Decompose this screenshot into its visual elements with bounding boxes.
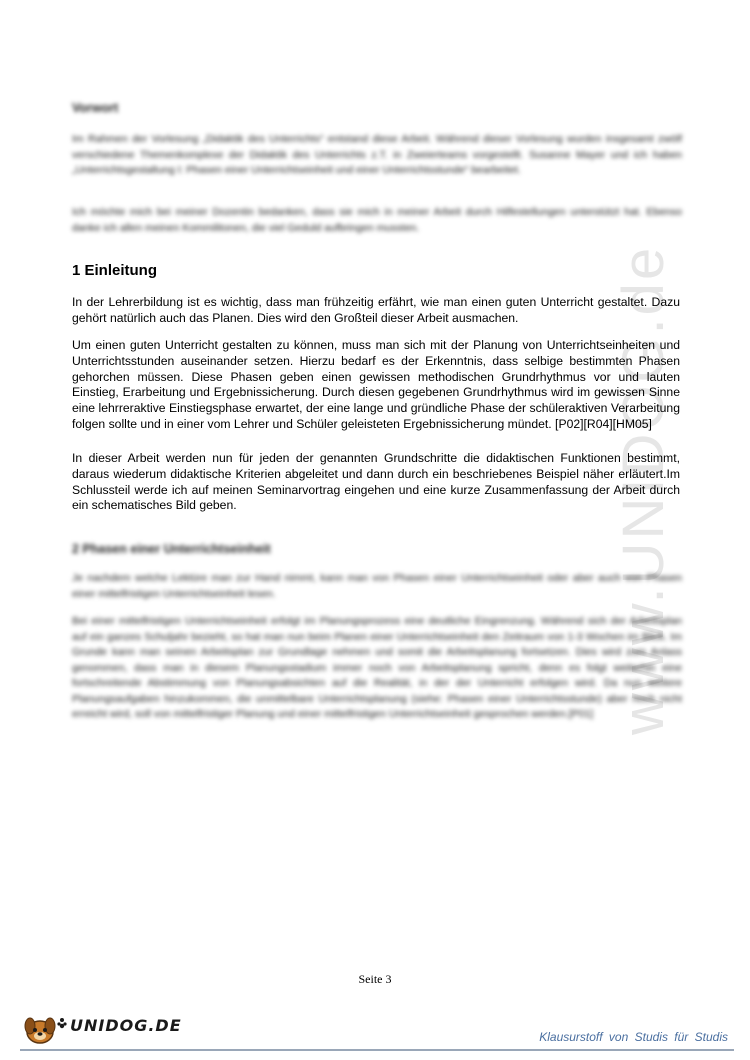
logo-text: UNIDOG.DE (70, 1016, 182, 1035)
vorwort-title: Vorwort (72, 101, 119, 115)
footer-divider (20, 1049, 734, 1051)
page-number: Seite 3 (358, 972, 392, 986)
einleitung-heading: 1 Einleitung (72, 262, 158, 279)
phasen-paragraph-1: Je nachdem welche Lektüre man zur Hand nimmt, kann man von Phasen einer Unterrichtseinheit oder aber auch von Phasen einer mittelfristigen Unterrichtseinheit lesen. (72, 572, 682, 600)
watermark: www.UNIDOG.de (611, 244, 676, 735)
footer-slogan: Klausurstoff von Studis für Studis (539, 1030, 728, 1044)
einleitung-paragraph-2: Um einen guten Unterricht gestalten zu können, muss man sich mit der Planung von Unterrichtseinheiten und Unterrichtsstunden auseinander setzen. Hierzu bedarf es der Erkenntnis, dass selbige bestimmten Phasen gehorchen müssen. Diese Phasen geben einen gewissen methodischen Grundrhythmus vor und lauten Einstieg, Erarbeitung und Ergebnissicherung. Durch diesen gegebenen Grundrhythmus wird im gewissen Sinne eine lehrreraktive Einstiegsphase erwartet, der eine lange und gründliche Phase der schüleraktiven Verarbeitung folgen sollte und in einer vom Lehrer und Schüler geleisteten Ergebnissicherung mündet. [P02][R04][HM05] (72, 338, 680, 431)
vorwort-paragraph-2: Ich möchte mich bei meiner Dozentin bedanken, dass sie mich in meiner Arbeit durch Hilfestellungen unterstützt hat. Ebenso danke ich allen meinen Kommilitonen, die viel Geduld aufbringen mussten. (72, 206, 682, 234)
einleitung-paragraph-1: In der Lehrerbildung ist es wichtig, dass man frühzeitig erfährt, wie man einen guten Unterricht gestaltet. Dazu gehört natürlich auch das Planen. Dies wird den Großteil dieser Arbeit ausmachen. (72, 295, 680, 325)
phasen-heading: 2 Phasen einer Unterrichtseinheit (72, 542, 271, 556)
phasen-paragraph-2: Bei einer mittelfristigen Unterrichtseinheit erfolgt im Planungsprozess eine deutliche Eingrenzung. Während sich der Arbeitsplan auf ein ganzes Schuljahr bezieht, so hat man nun beim Planen einer Unterrichtseinheit den Zeitraum von 1-3 Wochen im Blick. Im Grunde kann man seinen Arbeitsplan zur Grundlage nehmen und somit die Arbeitsplanung fortsetzen. Dies wird zum Anlass genommen, dass man in diesem Planungsstadium immer noch von Arbeitsplanung spricht, denn es folgt weiterhin eine fortschreitende Abstimmung von Planungsabsichten auf die Realität, in der der Unterricht erfolgen wird. Da nun weitere Planungsaufgaben hinzukommen, die unmittelbare Unterrichtsplanung (siehe: Phasen einer Unterrichtsstunde) aber noch nicht erreicht wird, soll von mittelfristiger Planung und einer mittelfristigen Unterrichtseinheit gesprochen werden.[P01] (72, 615, 682, 720)
einleitung-paragraph-3: In dieser Arbeit werden nun für jeden der genannten Grundschritte die didaktischen Funktionen bestimmt, daraus wiederum didaktische Kriterien abgeleitet und dann durch ein beschriebenes Beispiel näher erläutert.Im Schlussteil werde ich auf meinen Seminarvortrag eingehen und eine kurze Zusammenfassung der Arbeit durch ein schematisches Bild geben. (72, 451, 680, 513)
unidog-logo (18, 1012, 182, 1046)
dog-icon (18, 1012, 68, 1046)
vorwort-paragraph-1: Im Rahmen der Vorlesung „Didaktik des Unterrichts“ entstand diese Arbeit. Während dieser Vorlesung wurden insgesamt zwölf verschiedene Themenkomplexe der Didaktik des Unterrichts z.T. in Zweierteams vorgestellt. Susanne Mayer und ich haben „Unterrichtsgestaltung I: Phasen einer Unterrichtseinheit und einer Unterrichtsstunde“ bearbeitet. (72, 133, 682, 176)
